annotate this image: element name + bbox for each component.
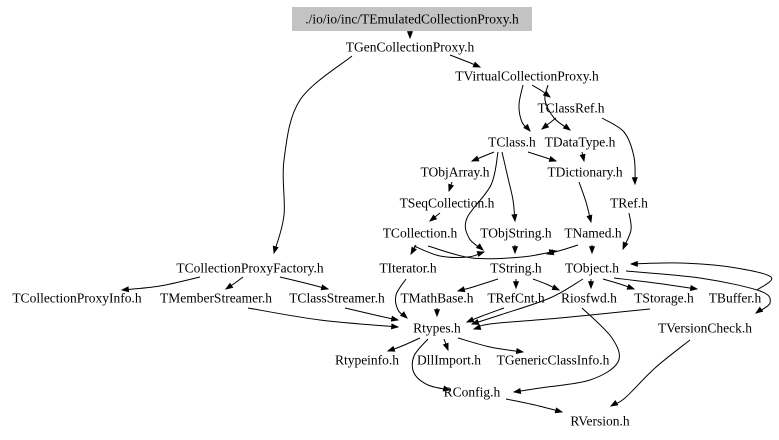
edge-TDataType.h-to-TDictionary.h <box>582 152 584 161</box>
node-TSeqCollection.h[interactable]: TSeqCollection.h <box>399 195 495 211</box>
node-TClassRef.h[interactable]: TClassRef.h <box>537 100 605 116</box>
node-TRef.h[interactable]: TRef.h <box>610 195 648 211</box>
node-main: ./io/io/inc/TEmulatedCollectionProxy.h <box>305 11 519 27</box>
node-TGenericClassInfo.h[interactable]: TGenericClassInfo.h <box>496 352 610 368</box>
edge-TString.h-to-TMathBase.h <box>458 279 498 291</box>
node-TIterator.h[interactable]: TIterator.h <box>379 260 437 276</box>
edge-TRef.h-to-TObject.h <box>623 213 631 249</box>
edge-Rtypes.h-to-TGenericClassInfo.h <box>458 338 523 352</box>
node-Rtypes.h[interactable]: Rtypes.h <box>413 320 461 336</box>
node-TVirtualCollectionProxy.h[interactable]: TVirtualCollectionProxy.h <box>455 68 599 84</box>
edge-TMemberStreamer.h-to-Rtypes.h <box>248 308 398 327</box>
node-TObjString.h[interactable]: TObjString.h <box>480 225 552 241</box>
node-TCollectionProxyInfo.h[interactable]: TCollectionProxyInfo.h <box>12 290 142 306</box>
node-TCollection.h[interactable]: TCollection.h <box>382 225 458 241</box>
edge-TObjArray.h-to-TSeqCollection.h <box>449 182 452 191</box>
edge-TVersionCheck.h-to-RVersion.h <box>611 340 690 406</box>
edge-TCollectionProxyFactory.h-to-TMemberStreamer.h <box>226 277 243 289</box>
node-TMemberStreamer.h[interactable]: TMemberStreamer.h <box>159 290 273 306</box>
node-TClass.h[interactable]: TClass.h <box>488 134 536 150</box>
node-TObjArray.h[interactable]: TObjArray.h <box>420 164 490 180</box>
edge-TDictionary.h-to-TNamed.h <box>579 182 591 222</box>
edge-TObject.h-to-TStorage.h <box>603 279 634 289</box>
edge-TClass.h-to-TObjString.h <box>502 152 515 221</box>
node-TVersionCheck.h[interactable]: TVersionCheck.h <box>657 320 753 336</box>
edge-TGenCollectionProxy.h-to-TVirtualCollectionProxy.h <box>450 55 480 67</box>
edge-TObject.h-to-TBuffer.h <box>614 278 697 289</box>
edge-TClassRef.h-to-TClass.h <box>542 118 556 129</box>
edge-TVirtualCollectionProxy.h-to-TClass.h <box>519 85 530 131</box>
edge-TCollection.h-to-TString.h <box>414 246 484 257</box>
edge-TSeqCollection.h-to-TCollection.h <box>430 213 440 221</box>
edge-TClass.h-to-TObjArray.h <box>472 152 494 161</box>
node-TString.h[interactable]: TString.h <box>490 260 542 276</box>
edge-TClass.h-to-TDictionary.h <box>528 152 556 161</box>
node-TCollectionProxyFactory.h[interactable]: TCollectionProxyFactory.h <box>176 260 324 276</box>
edge-TCollectionProxyFactory.h-to-TCollectionProxyInfo.h <box>122 277 200 290</box>
node-TNamed.h[interactable]: TNamed.h <box>564 225 622 241</box>
node-TBuffer.h[interactable]: TBuffer.h <box>708 290 762 306</box>
node-TDataType.h[interactable]: TDataType.h <box>544 134 616 150</box>
node-RVersion.h[interactable]: RVersion.h <box>570 413 630 429</box>
edge-TString.h-to-Riosfwd.h <box>533 279 559 290</box>
node-TGenCollectionProxy.h[interactable]: TGenCollectionProxy.h <box>345 39 475 55</box>
node-Riosfwd.h[interactable]: Riosfwd.h <box>561 290 617 306</box>
node-TRefCnt.h[interactable]: TRefCnt.h <box>487 290 545 306</box>
node-TClassStreamer.h[interactable]: TClassStreamer.h <box>289 290 385 306</box>
edge-TBuffer.h-to-TObject.h <box>631 263 772 290</box>
node-TObject.h[interactable]: TObject.h <box>564 260 620 276</box>
edge-TStorage.h-to-Rtypes.h <box>474 309 650 329</box>
edge-Rtypes.h-to-Rtypeinfo.h <box>388 338 420 351</box>
node-TMathBase.h[interactable]: TMathBase.h <box>400 290 474 306</box>
node-RConfig.h[interactable]: RConfig.h <box>443 384 501 400</box>
node-TDictionary.h[interactable]: TDictionary.h <box>547 164 623 180</box>
edge-Rtypes.h-to-DllImport.h <box>444 339 448 350</box>
nodes-layer <box>12 7 761 429</box>
edge-TCollectionProxyFactory.h-to-TClassStreamer.h <box>280 277 328 289</box>
edge-TNamed.h-to-TString.h <box>547 245 578 254</box>
edge-TClassStreamer.h-to-Rtypes.h <box>345 308 398 320</box>
edge-TGenCollectionProxy.h-to-TCollectionProxyFactory.h <box>274 56 352 253</box>
node-TStorage.h[interactable]: TStorage.h <box>634 290 694 306</box>
node-DllImport.h[interactable]: DllImport.h <box>416 352 482 368</box>
edge-RConfig.h-to-RVersion.h <box>506 399 562 412</box>
node-Rtypeinfo.h[interactable]: Rtypeinfo.h <box>334 352 400 368</box>
